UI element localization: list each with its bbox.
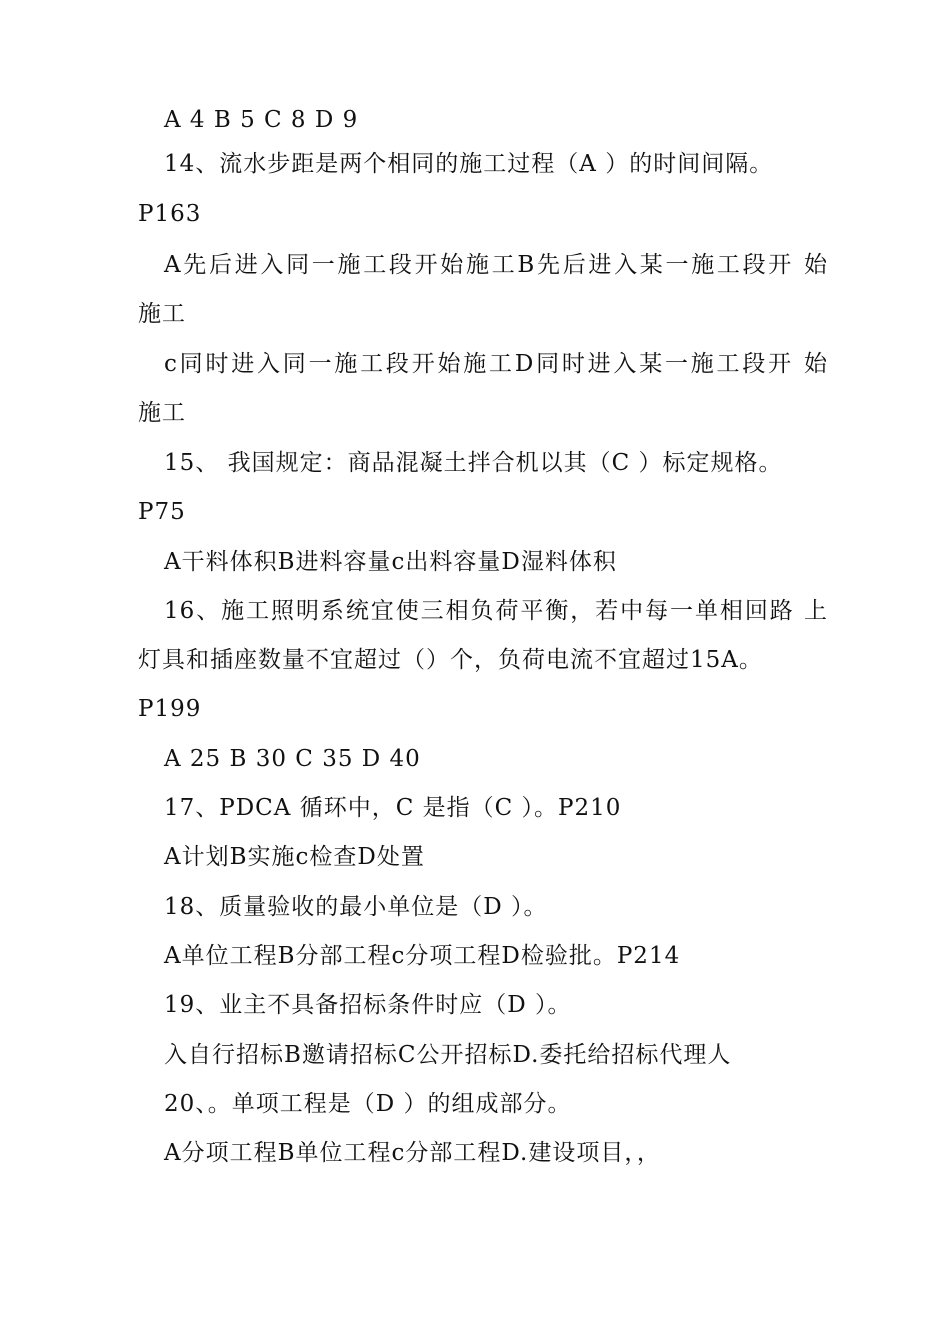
question-16-line2: 灯具和插座数量不宜超过（）个，负荷电流不宜超过15A。 <box>138 647 763 673</box>
answer-options-20: A分项工程B单位工程c分部工程D.建设项目，， <box>164 1140 661 1166</box>
answer-options-17: A计划B实施c检查D处置 <box>164 844 425 870</box>
question-18: 18、质量验收的最小单位是（D ）。 <box>164 894 548 920</box>
question-15: 15、 我国规定：商品混凝土拌合机以其（C ）标定规格。 <box>164 450 783 476</box>
answer-options-18: A单位工程B分部工程c分项工程D检验批。P214 <box>164 943 681 969</box>
answer-options-14-line1: A先后进入同一施工段开始施工B先后进入某一施工段开 始 <box>164 252 828 278</box>
page-ref-16: P199 <box>138 696 202 722</box>
answer-options-13: A 4 B 5 C 8 D 9 <box>164 107 359 133</box>
answer-options-19: 入自行招标B邀请招标C公开招标D.委托给招标代理人 <box>164 1042 732 1068</box>
answer-options-14-line2: 施工 <box>138 301 186 327</box>
question-19: 19、业主不具备招标条件时应（D ）。 <box>164 992 572 1018</box>
answer-options-15: A干料体积B进料容量c出料容量D湿料体积 <box>164 549 617 575</box>
question-16-line1: 16、施工照明系统宜使三相负荷平衡，若中每一单相回路 上 <box>164 598 828 624</box>
page-ref-15: P75 <box>138 499 186 525</box>
question-20: 20、。单项工程是（D ）的组成部分。 <box>164 1091 572 1117</box>
answer-options-14-line3: c同时进入同一施工段开始施工D同时进入某一施工段开 始 <box>164 351 828 377</box>
page-ref-14: P163 <box>138 201 202 227</box>
answer-options-16: A 25 B 30 C 35 D 40 <box>164 746 421 772</box>
question-17: 17、PDCA 循环中，C 是指（C ）。P210 <box>164 795 622 821</box>
question-14: 14、流水步距是两个相同的施工过程（A ）的时间间隔。 <box>164 151 774 177</box>
answer-options-14-line4: 施工 <box>138 400 186 426</box>
